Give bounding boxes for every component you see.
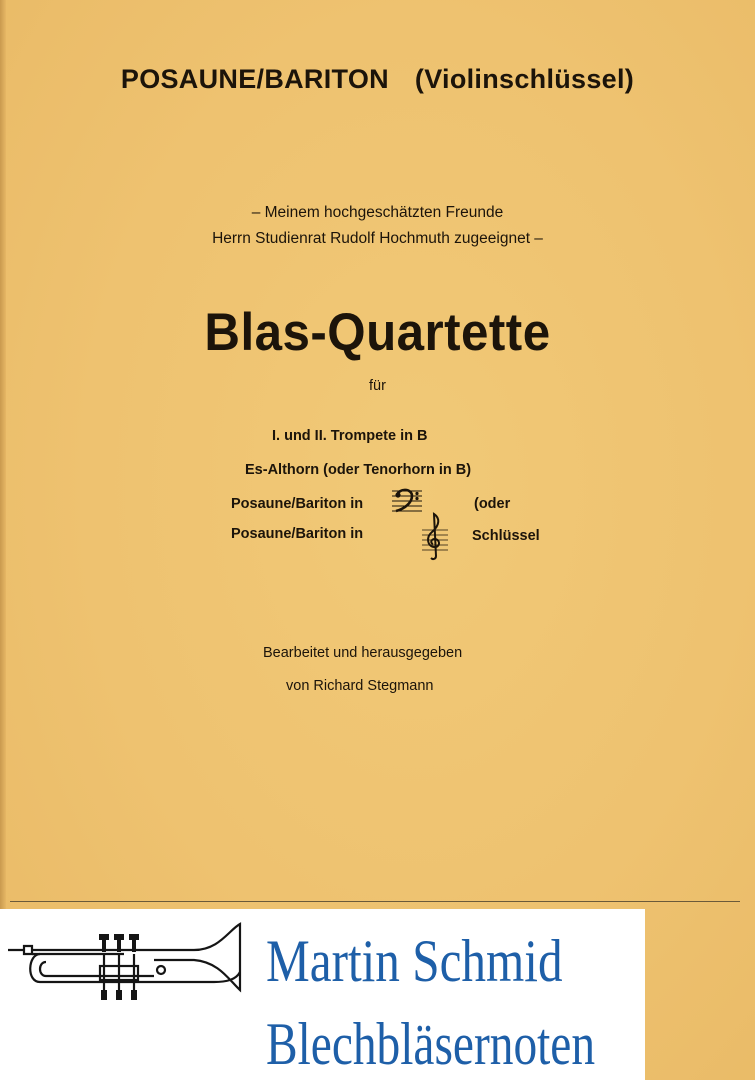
divider-line	[10, 901, 740, 902]
dedication-line-2: Herrn Studienrat Rudolf Hochmuth zugeeignet –	[212, 230, 543, 247]
bass-clef-icon	[390, 483, 424, 517]
clef-note: (Violinschlüssel)	[414, 64, 635, 94]
instrument-line-1: I. und II. Trompete in B	[272, 428, 428, 444]
instrument-line-3-suffix: (oder	[474, 496, 511, 512]
arrangement-line-1: Bearbeitet und herausgegeben	[263, 645, 463, 661]
instrument-line-3: Posaune/Bariton in	[231, 496, 364, 512]
dedication	[0, 200, 755, 252]
for-label: für	[369, 378, 386, 394]
instrument-line-4: Posaune/Bariton in	[231, 526, 364, 542]
instrument-line-2: Es-Althorn (oder Tenorhorn in B)	[245, 462, 472, 478]
instrument-line-4-suffix: Schlüssel	[472, 528, 540, 544]
instrument-heading	[0, 64, 755, 95]
page-title: Blas-Quartette	[204, 303, 551, 362]
brand-subtitle: Blechbläsernoten	[266, 1011, 596, 1077]
brand-name: Martin Schmid	[266, 928, 563, 994]
trumpet-icon	[4, 920, 266, 1010]
instrument-name: POSAUNE/BARITON	[120, 64, 389, 94]
arrangement-line-2: von Richard Stegmann	[286, 678, 434, 694]
treble-clef-icon	[420, 510, 450, 562]
dedication-line-1: – Meinem hochgeschätzten Freunde	[251, 204, 504, 221]
